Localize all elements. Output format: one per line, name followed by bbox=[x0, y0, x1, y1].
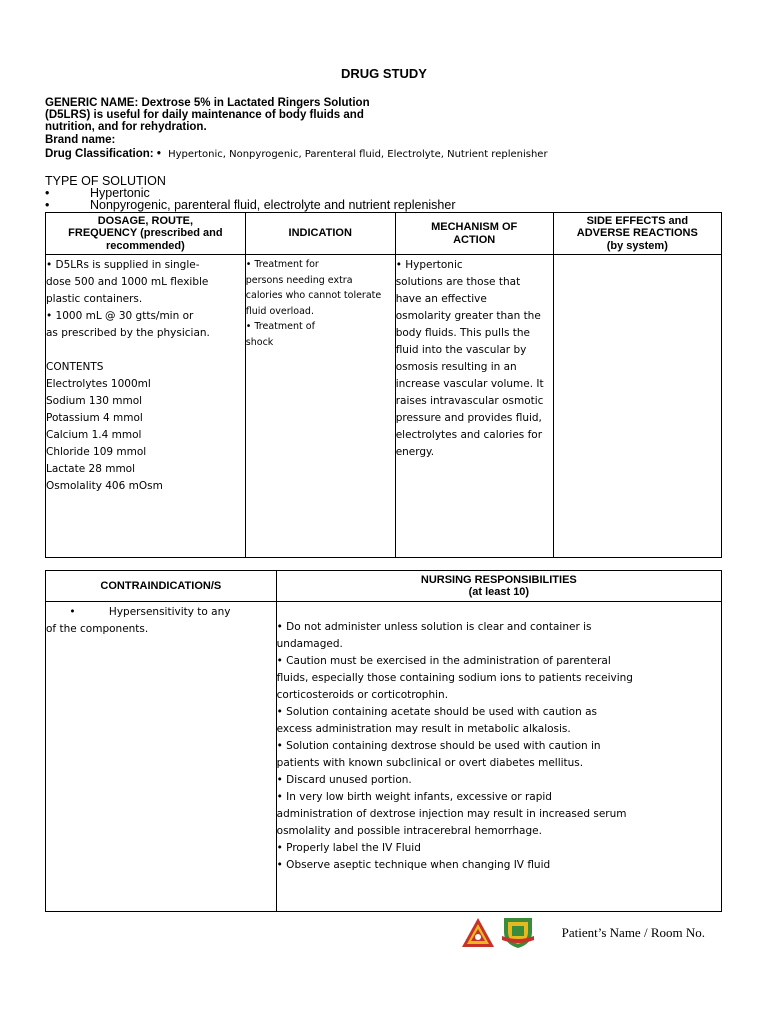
header-line: MECHANISM OF bbox=[431, 221, 518, 233]
dosage-header bbox=[46, 213, 246, 255]
contents-heading: CONTENTS bbox=[46, 361, 104, 373]
mechanism-line: raises intravascular osmotic bbox=[395, 395, 544, 407]
school-logo-icon bbox=[460, 916, 496, 955]
header-line: SIDE EFFECTS and bbox=[586, 214, 689, 227]
contents-line: Potassium 4 mmol bbox=[46, 412, 143, 424]
contents-line: Calcium 1.4 mmol bbox=[46, 429, 142, 441]
contraindication-cell bbox=[46, 602, 277, 912]
header-line: INDICATION bbox=[288, 227, 352, 240]
indication-line: persons needing extra bbox=[245, 274, 353, 286]
mechanism-line: osmolarity greater than the bbox=[395, 310, 541, 322]
generic-name-desc-line: nutrition, and for rehydration. bbox=[45, 121, 207, 133]
brand-name-line: Brand name: bbox=[45, 134, 116, 146]
indication-header bbox=[245, 213, 395, 255]
type-of-solution-text: Nonpyrogenic, parenteral fluid, electrolyte and nutrient replenisher bbox=[90, 198, 456, 212]
header-line: NURSING RESPONSIBILITIES bbox=[420, 573, 577, 586]
indication-cell bbox=[245, 255, 395, 558]
mechanism-line: have an effective bbox=[395, 293, 487, 305]
type-of-solution-item bbox=[45, 198, 456, 212]
header-line: ADVERSE REACTIONS bbox=[576, 227, 698, 240]
bullet: • bbox=[45, 186, 50, 200]
mechanism-cell bbox=[395, 255, 553, 558]
type-of-solution-heading: TYPE OF SOLUTION bbox=[45, 174, 166, 188]
mechanism-line: pressure and provides fluid, bbox=[395, 412, 542, 424]
type-of-solution-text: Hypertonic bbox=[90, 186, 150, 200]
header-line: (at least 10) bbox=[468, 586, 530, 598]
nursing-line: • Properly label the IV Fluid bbox=[276, 842, 421, 854]
contraindication-header bbox=[46, 571, 277, 602]
side-effects-header bbox=[553, 213, 721, 255]
dosage-line: • D5LRs is supplied in single- bbox=[46, 259, 200, 271]
nursing-line: undamaged. bbox=[276, 638, 343, 650]
nursing-line: excess administration may result in metabolic alkalosis. bbox=[276, 723, 571, 735]
header-line: DOSAGE, ROUTE, bbox=[97, 214, 194, 227]
nursing-line: patients with known subclinical or overt diabetes mellitus. bbox=[276, 757, 584, 769]
mechanism-line: energy. bbox=[395, 446, 435, 458]
nursing-line: osmolality and possible intracerebral hemorrhage. bbox=[276, 825, 542, 837]
mechanism-line: osmosis resulting in an bbox=[395, 361, 517, 373]
nursing-line: • Do not administer unless solution is clear and container is bbox=[276, 621, 592, 633]
header-line: recommended) bbox=[105, 239, 185, 252]
classification-value: Hypertonic, Nonpyrogenic, Parenteral fluid, Electrolyte, Nutrient replenisher bbox=[168, 149, 548, 160]
nursing-line: • Observe aseptic technique when changing IV fluid bbox=[276, 859, 551, 871]
side-effects-cell bbox=[553, 255, 721, 558]
header-line: ACTION bbox=[453, 233, 496, 246]
nursing-responsibilities-header bbox=[276, 571, 721, 602]
nursing-line: • Caution must be exercised in the administration of parenteral bbox=[276, 655, 611, 667]
nursing-line: • Discard unused portion. bbox=[276, 774, 412, 786]
nursing-line: • In very low birth weight infants, excessive or rapid bbox=[276, 791, 552, 803]
nursing-line: fluids, especially those containing sodium ions to patients receiving bbox=[276, 672, 633, 684]
patient-name-room-label: Patient’s Name / Room No. bbox=[561, 925, 705, 940]
mechanism-line: body fluids. This pulls the bbox=[395, 327, 530, 339]
indication-line: shock bbox=[245, 336, 274, 348]
dosage-cell bbox=[46, 255, 246, 558]
generic-name-line: GENERIC NAME: Dextrose 5% in Lactated Ringers Solution bbox=[45, 97, 370, 109]
dosage-line: • 1000 mL @ 30 gtts/min or bbox=[46, 310, 194, 322]
generic-name-desc-line: (D5LRS) is useful for daily maintenance of body fluids and bbox=[45, 109, 364, 121]
dosage-line bbox=[46, 342, 245, 359]
nursing-line: administration of dextrose injection may result in increased serum bbox=[276, 808, 627, 820]
nursing-line: corticosteroids or corticotrophin. bbox=[276, 689, 449, 701]
drug-classification bbox=[45, 148, 548, 160]
mechanism-line: fluid into the vascular by bbox=[395, 344, 527, 356]
indication-line: • Treatment for bbox=[245, 259, 319, 270]
classification-label: Drug Classification: • bbox=[45, 148, 161, 160]
college-seal-icon bbox=[500, 914, 536, 955]
drug-study-table bbox=[45, 212, 722, 558]
bullet: • bbox=[45, 198, 50, 212]
nursing-line: • Solution containing dextrose should be used with caution in bbox=[276, 740, 601, 752]
contra-line: of the components. bbox=[46, 623, 149, 635]
mechanism-line: • Hypertonic bbox=[395, 259, 463, 271]
header-line: FREQUENCY (prescribed and bbox=[68, 227, 223, 240]
nursing-line: • Solution containing acetate should be used with caution as bbox=[276, 706, 597, 718]
contra-line: • Hypersensitivity to any bbox=[46, 606, 231, 618]
page-title: DRUG STUDY bbox=[341, 66, 427, 81]
mechanism-header bbox=[395, 213, 553, 255]
header-line: (by system) bbox=[606, 239, 668, 252]
header-line: CONTRAINDICATION/S bbox=[100, 579, 222, 592]
contents-line: Lactate 28 mmol bbox=[46, 463, 136, 475]
contents-line: Electrolytes 1000ml bbox=[46, 378, 151, 390]
dosage-line: as prescribed by the physician. bbox=[46, 327, 210, 339]
dosage-line: dose 500 and 1000 mL flexible bbox=[46, 276, 209, 288]
indication-line: calories who cannot tolerate bbox=[245, 290, 382, 301]
contents-line: Osmolality 406 mOsm bbox=[46, 480, 163, 492]
nursing-responsibilities-cell bbox=[276, 602, 721, 912]
mechanism-line: electrolytes and calories for bbox=[395, 429, 543, 441]
mechanism-line: increase vascular volume. It bbox=[395, 378, 544, 390]
contents-line: Chloride 109 mmol bbox=[46, 446, 147, 458]
indication-line: fluid overload. bbox=[245, 305, 314, 317]
dosage-line: plastic containers. bbox=[46, 293, 143, 305]
indication-line: • Treatment of bbox=[245, 321, 315, 332]
contents-line: Sodium 130 mmol bbox=[46, 395, 143, 407]
nursing-table bbox=[45, 570, 722, 912]
mechanism-line: solutions are those that bbox=[395, 276, 521, 288]
